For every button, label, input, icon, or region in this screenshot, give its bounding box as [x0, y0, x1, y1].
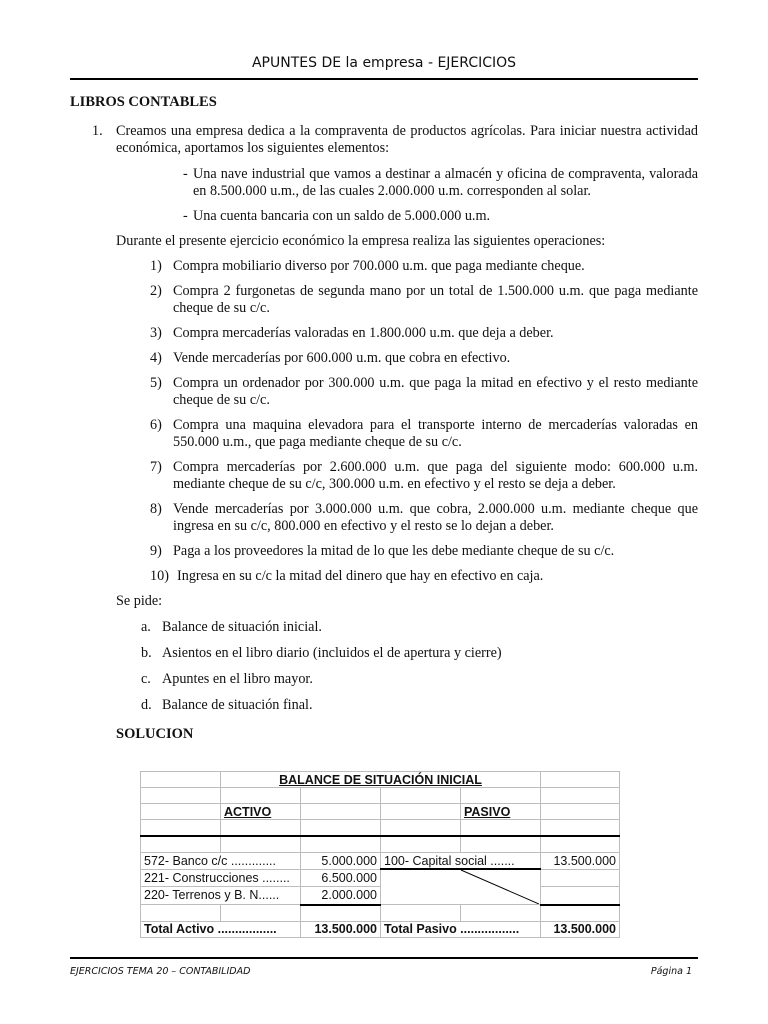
- list-item: 1) Compra mobiliario diverso por 700.000 u.m. que paga mediante cheque.: [150, 258, 585, 274]
- operations-intro: Durante el presente ejercicio económico la empresa realiza las siguientes operaciones:: [116, 233, 606, 249]
- list-item: 9) Paga a los proveedores la mitad de lo que les debe mediante cheque de su c/c.: [150, 543, 615, 559]
- activo-account: 221- Construcciones ........: [141, 869, 301, 886]
- operations-list: [70, 258, 698, 585]
- pasivo-label: PASIVO: [461, 804, 541, 820]
- asks-list: [70, 619, 698, 714]
- exercise-number: 1.: [92, 123, 103, 139]
- table-row: [141, 853, 620, 870]
- activo-account: 572- Banco c/c .............: [141, 853, 301, 870]
- asks-intro: Se pide:: [116, 593, 163, 609]
- list-item: d. Balance de situación final.: [141, 697, 313, 713]
- list-item: - Una nave industrial que vamos a destinar a almacén y oficina de compraventa, valorada en 8.500.000 u.m., de las cuales 2.000.000 u.m. corresponden al solar.: [183, 166, 698, 199]
- activo-value: 5.000.000: [301, 853, 381, 870]
- header-title: APUNTES DE la empresa - EJERCICIOS: [251, 55, 517, 71]
- table-row: [141, 921, 620, 937]
- activo-value: 6.500.000: [301, 869, 381, 886]
- list-item: 10) Ingresa en su c/c la mitad del dinero que hay en efectivo en caja.: [150, 568, 544, 584]
- balance-table: [140, 771, 620, 938]
- table-row: [141, 886, 620, 904]
- table-row: [141, 869, 620, 886]
- table-row: [141, 772, 620, 788]
- exercise-intro-text: Creamos una empresa dedica a la compraventa de productos agrícolas. Para iniciar nuestra actividad económica, aportamos los siguientes elementos:: [116, 123, 698, 156]
- activo-account: 220- Terrenos y B. N......: [141, 886, 301, 904]
- footer-left: EJERCICIOS TEMA 20 – CONTABILIDAD: [70, 966, 251, 977]
- balance-title: BALANCE DE SITUACIÓN INICIAL: [221, 772, 541, 788]
- list-item: 5) Compra un ordenador por 300.000 u.m. que paga la mitad en efectivo y el resto mediante cheque de su c/c.: [150, 375, 698, 408]
- exercise-intro: [70, 123, 698, 157]
- solution-title: SOLUCION: [116, 726, 194, 742]
- table-row: [141, 905, 620, 922]
- activo-label: ACTIVO: [221, 804, 301, 820]
- pasivo-account: 100- Capital social .......: [381, 853, 541, 870]
- list-item: 7) Compra mercaderías por 2.600.000 u.m. que paga del siguiente modo: 600.000 u.m. mediante cheque de su c/c, 300.000 u.m. en efectivo y el resto se deja a deber.: [150, 459, 698, 492]
- total-activo-label: Total Activo .................: [141, 921, 301, 937]
- total-activo-value: 13.500.000: [301, 921, 381, 937]
- list-item: 2) Compra 2 furgonetas de segunda mano por un total de 1.500.000 u.m. que paga mediante cheque de su c/c.: [150, 283, 698, 316]
- list-item: 8) Vende mercaderías por 3.000.000 u.m. que cobra, 2.000.000 u.m. mediante cheque que ingresa en su c/c, 800.000 en efectivo y el resto se lo dejan a deber.: [150, 501, 698, 534]
- document-body: [70, 92, 698, 743]
- list-item: 3) Compra mercaderías valoradas en 1.800.000 u.m. que deja a deber.: [150, 325, 554, 341]
- list-item: 6) Compra una maquina elevadora para el transporte interno de mercaderías valoradas en 550.000 u.m., que paga mediante cheque de su c/c.: [150, 417, 698, 450]
- total-pasivo-label: Total Pasivo .................: [381, 921, 541, 937]
- table-row: [141, 836, 620, 853]
- pasivo-blank-diagonal: [381, 869, 541, 905]
- footer-page-number: Página 1: [650, 966, 692, 977]
- list-item: 4) Vende mercaderías por 600.000 u.m. que cobra en efectivo.: [150, 350, 511, 366]
- page-footer: [70, 957, 698, 983]
- list-item: - Una cuenta bancaria con un saldo de 5.000.000 u.m.: [183, 208, 491, 224]
- list-item: b. Asientos en el libro diario (incluidos el de apertura y cierre): [141, 645, 502, 661]
- pasivo-value: 13.500.000: [541, 853, 620, 870]
- total-pasivo-value: 13.500.000: [541, 921, 620, 937]
- activo-value: 2.000.000: [301, 886, 381, 904]
- list-item: c. Apuntes en el libro mayor.: [141, 671, 313, 687]
- page-header: [70, 52, 698, 80]
- section-title: LIBROS CONTABLES: [70, 94, 217, 110]
- list-item: a. Balance de situación inicial.: [141, 619, 322, 635]
- table-row: [141, 804, 620, 820]
- elements-list: [149, 166, 698, 225]
- table-row: [141, 820, 620, 837]
- diagonal-line: [381, 870, 539, 904]
- table-row: [141, 788, 620, 804]
